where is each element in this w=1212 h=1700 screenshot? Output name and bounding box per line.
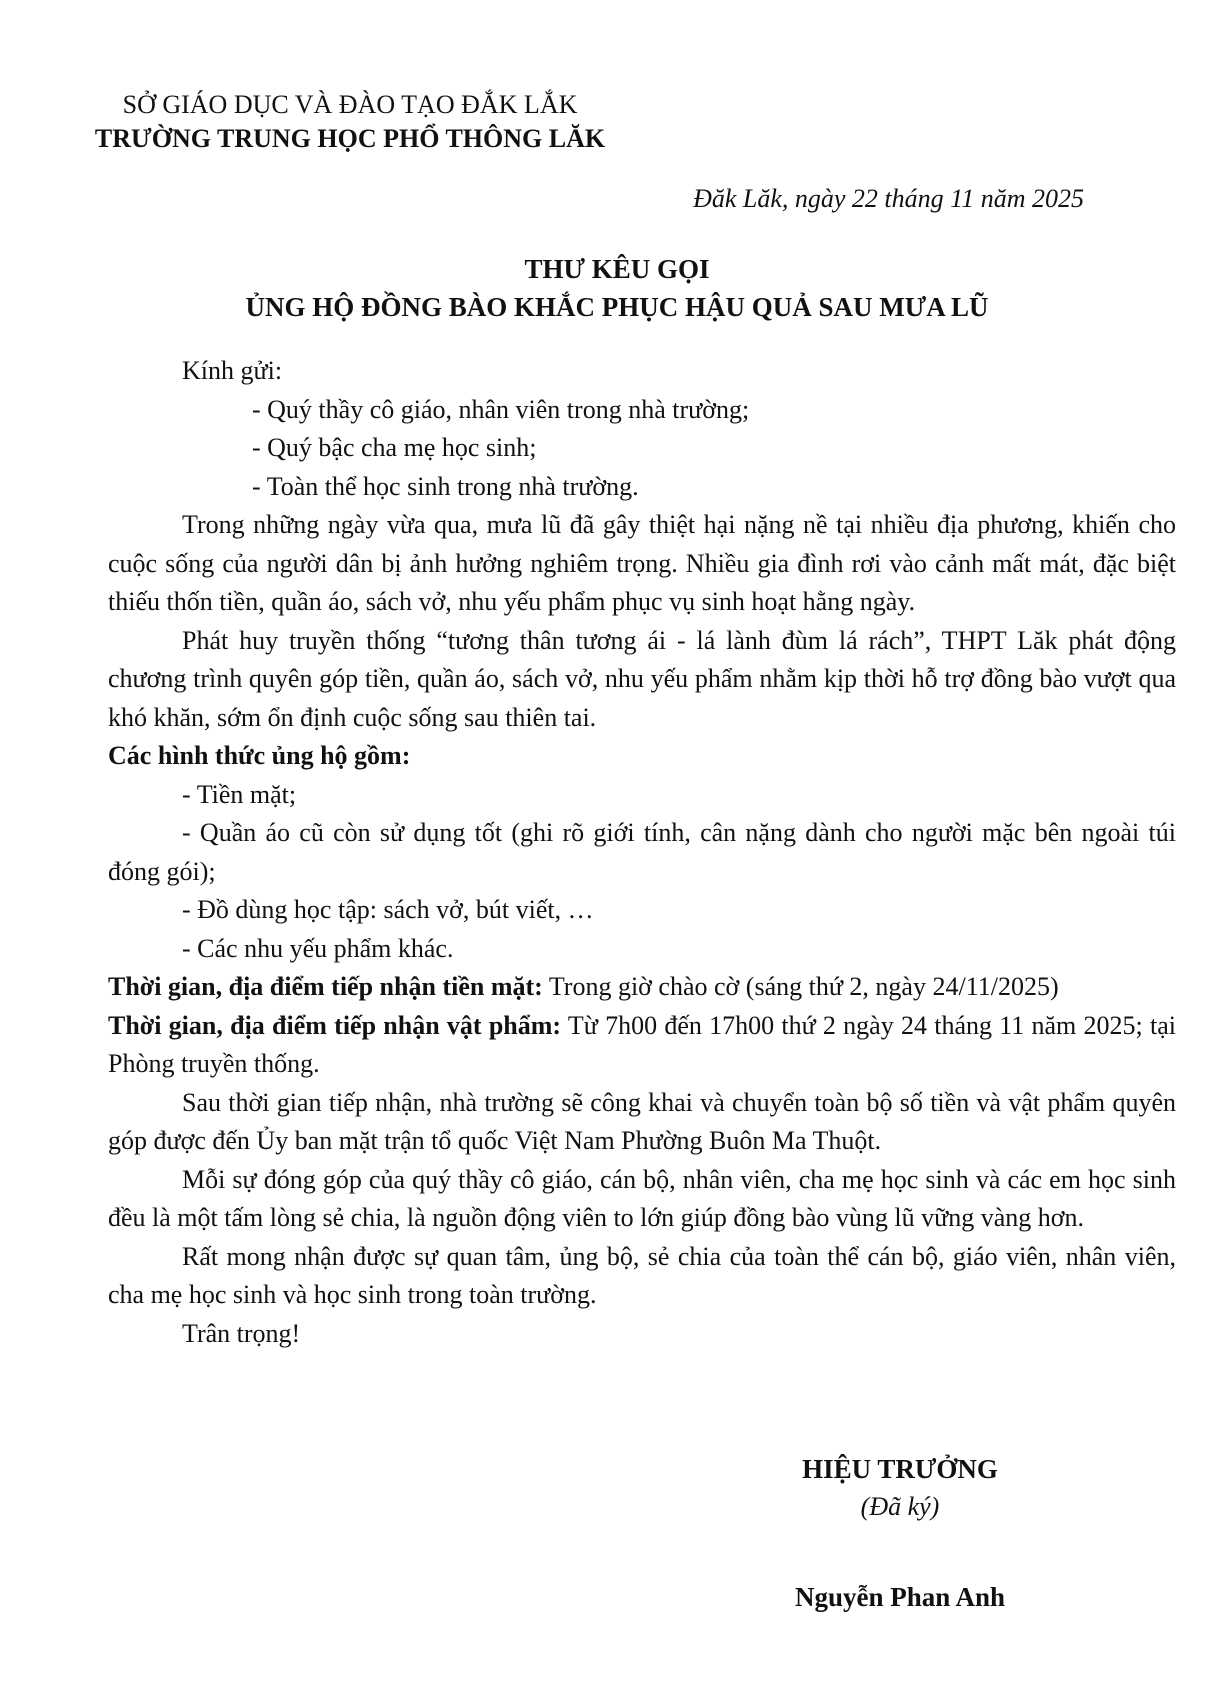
title-line-1: THƯ KÊU GỌI [524,254,710,284]
paragraph-contribution: Mỗi sự đóng góp của quý thầy cô giáo, cán bộ, nhân viên, cha mẹ học sinh và các em học sinh đều là một tấm lòng sẻ chia, là nguồn động viên to lớn giúp đồng bào vùng lũ vững vàng hơn. [108,1164,1176,1232]
letter-body [108,352,1176,1353]
greeting: Kính gửi: [182,356,283,385]
support-form-item: - Tiền mặt; [182,779,297,809]
support-forms-heading: Các hình thức ủng hộ gồm: [108,741,411,770]
paragraph-campaign: Phát huy truyền thống “tương thân tương ái - lá lành đùm lá rách”, THPT Lăk phát động chương trình quyên góp tiền, quần áo, sách vở, nhu yếu phẩm nhằm kịp thời hỗ trợ đồng bào vượt qua khó khăn, sớm ổn định cuộc sống sau thiên tai. [108,625,1176,732]
signature-block [740,1450,1060,1616]
support-form-item: - Quần áo cũ còn sử dụng tốt (ghi rõ giới tính, cân nặng dành cho người mặc bên ngoài túi đóng gói); [108,818,1176,886]
signed-note: (Đã ký) [860,1492,940,1521]
support-form-item: - Đồ dùng học tập: sách vở, bút viết, … [182,895,594,924]
school-name: TRƯỜNG TRUNG HỌC PHỔ THÔNG LĂK [94,124,606,153]
closing-remark: Trân trọng! [182,1318,301,1348]
signer-title: HIỆU TRƯỞNG [802,1454,998,1484]
support-form-item: - Các nhu yếu phẩm khác. [182,933,454,963]
goods-receipt-value: Từ 7h00 đến 17h00 thứ 2 ngày 24 tháng 11 năm 2025; tại Phòng truyền thống. [108,1010,1176,1078]
goods-receipt-label: Thời gian, địa điểm tiếp nhận vật phẩm: [108,1010,562,1040]
cash-receipt-info [108,968,1176,1007]
recipient-item: - Quý thầy cô giáo, nhân viên trong nhà trường; [252,394,750,424]
recipient-item: - Quý bậc cha mẹ học sinh; [252,433,537,462]
document-title [0,250,1212,326]
cash-receipt-value: Trong giờ chào cờ (sáng thứ 2, ngày 24/11/2025) [542,972,1059,1001]
cash-receipt-label: Thời gian, địa điểm tiếp nhận tiền mặt: [108,972,543,1001]
department-name: SỞ GIÁO DỤC VÀ ĐÀO TẠO ĐẮK LẮK [122,90,578,119]
signer-name: Nguyễn Phan Anh [794,1582,1006,1612]
paragraph-transfer: Sau thời gian tiếp nhận, nhà trường sẽ công khai và chuyển toàn bộ số tiền và vật phẩm quyên góp được đến Ủy ban mặt trận tổ quốc Việt Nam Phường Buôn Ma Thuột. [108,1087,1176,1155]
title-line-2: ỦNG HỘ ĐỒNG BÀO KHẮC PHỤC HẬU QUẢ SAU MƯA LŨ [245,292,989,322]
paragraph-appeal: Rất mong nhận được sự quan tâm, ủng bộ, sẻ chia của toàn thể cán bộ, giáo viên, nhân viên, cha mẹ học sinh và học sinh trong toàn trường. [108,1241,1176,1309]
recipient-item: - Toàn thể học sinh trong nhà trường. [252,471,639,501]
paragraph-situation: Trong những ngày vừa qua, mưa lũ đã gây thiệt hại nặng nề tại nhiều địa phương, khiến cho cuộc sống của người dân bị ảnh hưởng nghiêm trọng. Nhiều gia đình rơi vào cảnh mất mát, đặc biệt thiếu thốn tiền, quần áo, sách vở, nhu yếu phẩm phục vụ sinh hoạt hằng ngày. [108,510,1176,616]
issuing-agency [70,88,630,156]
goods-receipt-info [108,1007,1176,1084]
date-line: Đăk Lăk, ngày 22 tháng 11 năm 2025 [693,184,1084,213]
